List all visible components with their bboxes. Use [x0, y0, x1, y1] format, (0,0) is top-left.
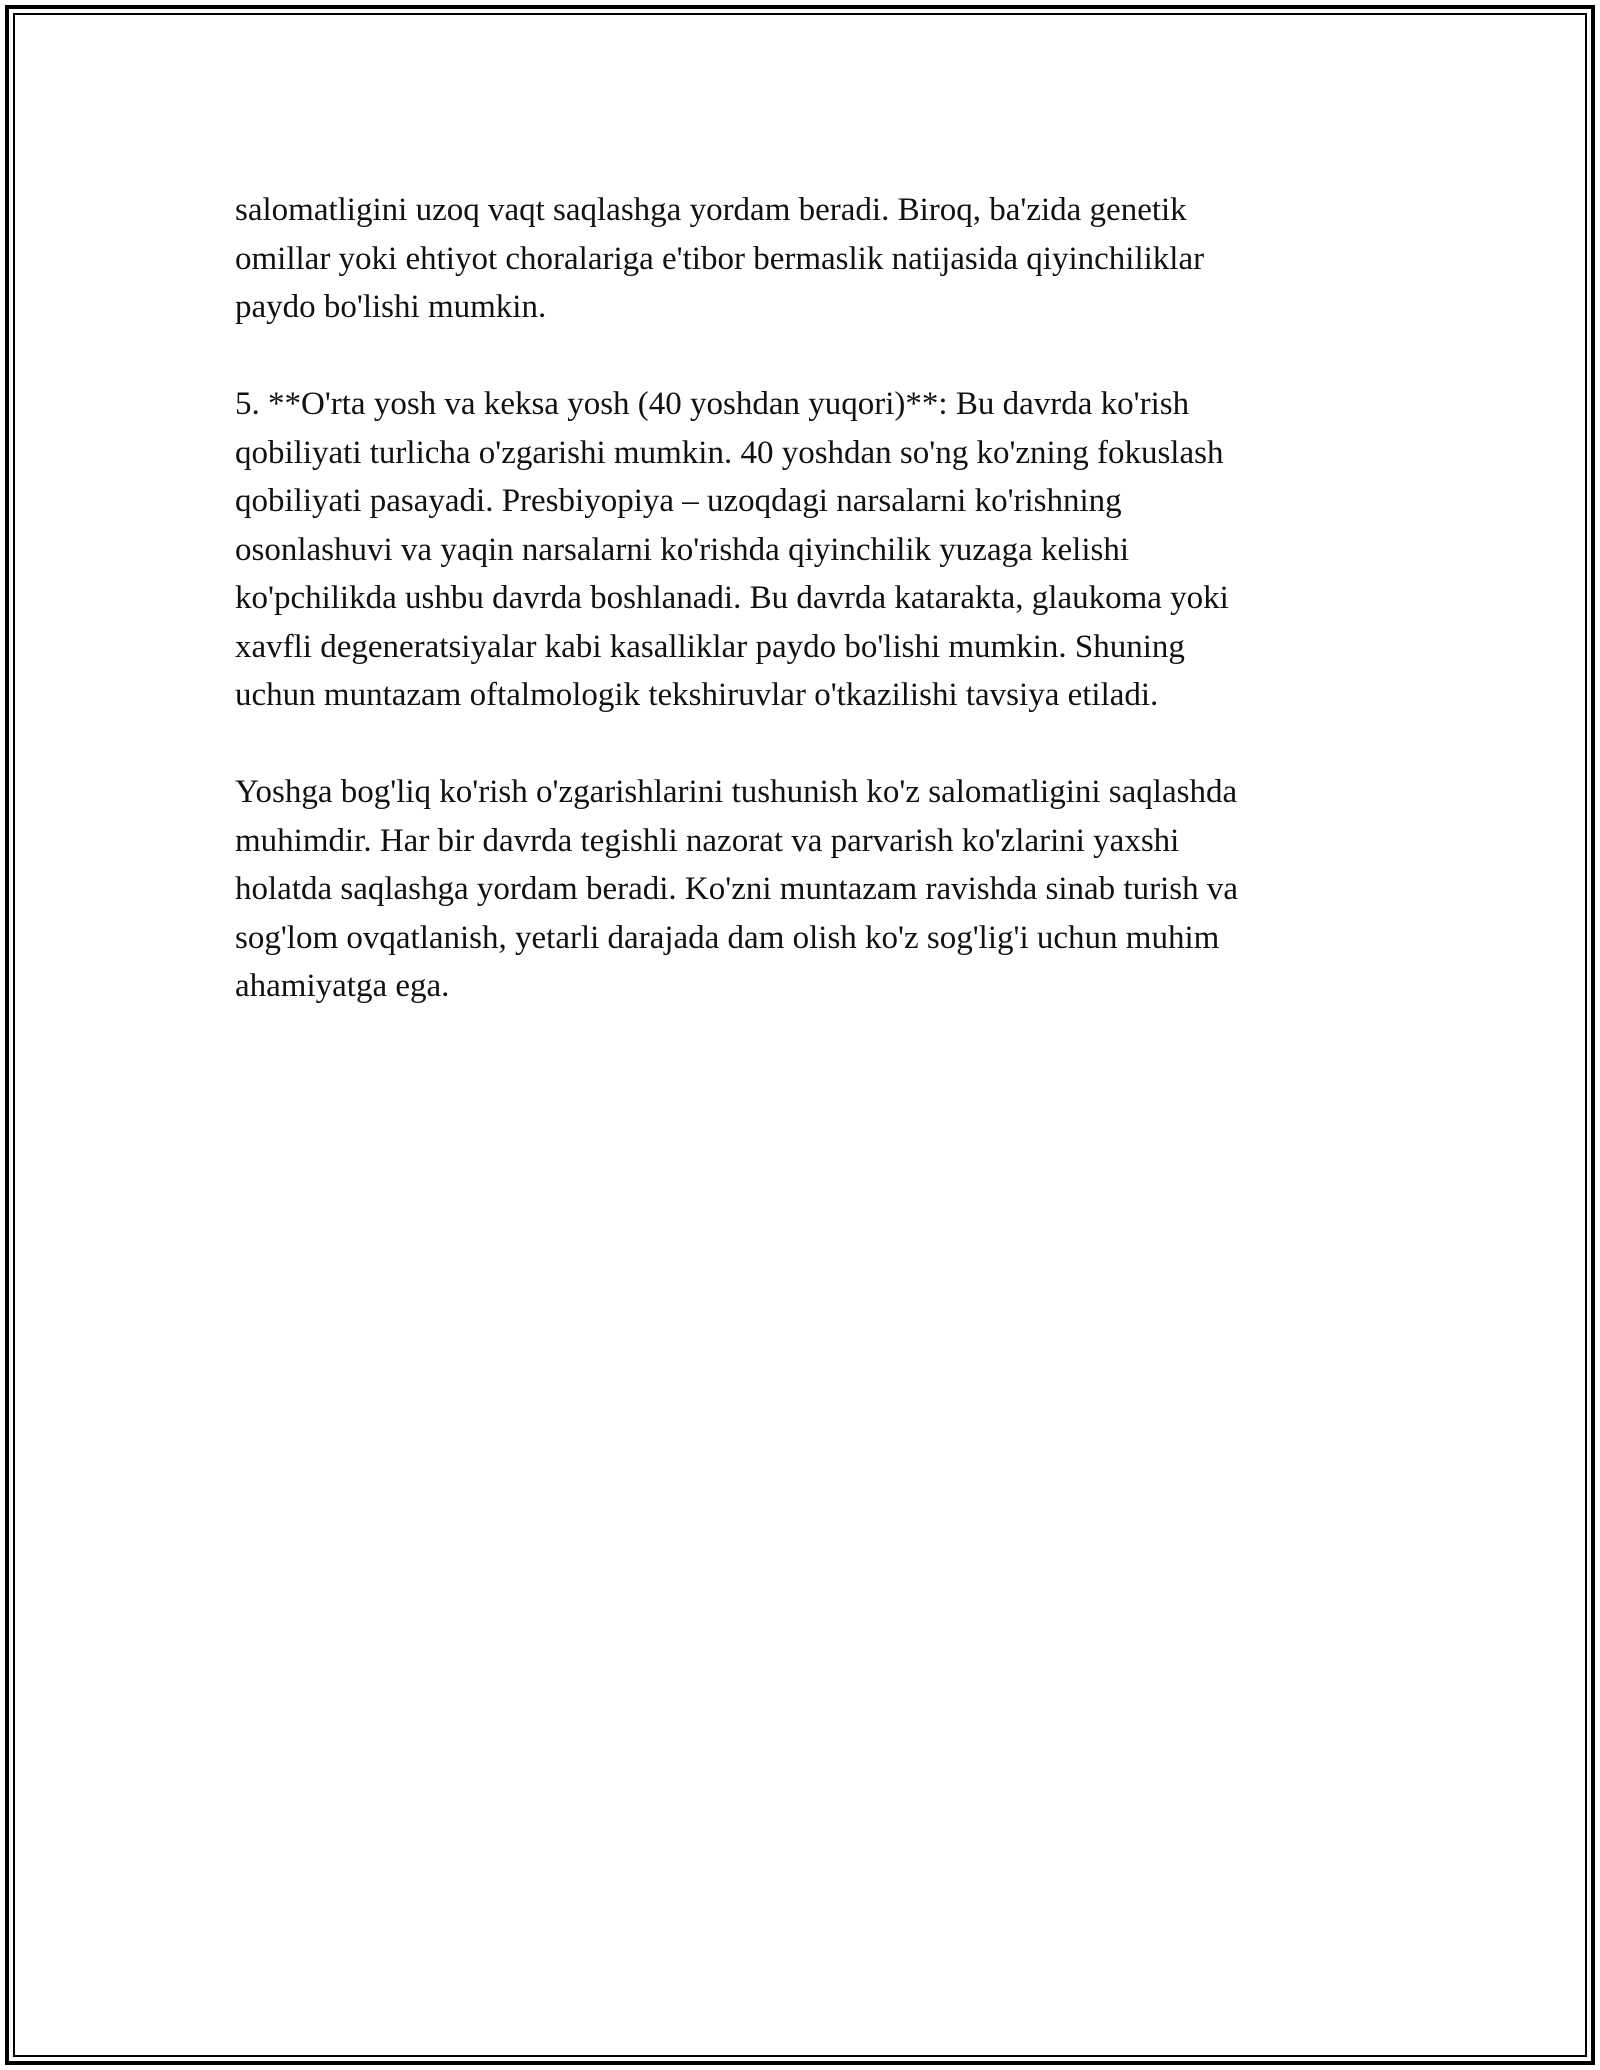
- text-line: holatda saqlashga yordam beradi. Ko'zni muntazam ravishda sinab turish va: [235, 871, 1238, 907]
- text-line: qobiliyati turlicha o'zgarishi mumkin. 40 yoshdan so'ng ko'zning fokuslash: [235, 434, 1224, 471]
- text-line: xavfli degeneratsiyalar kabi kasalliklar paydo bo'lishi mumkin. Shuning: [235, 628, 1185, 665]
- document-body: [235, 186, 1365, 1059]
- text-line: sog'lom ovqatlanish, yetarli darajada dam olish ko'z sog'lig'i uchun muhim: [235, 919, 1220, 956]
- paragraph-item-5: [235, 380, 1365, 720]
- paragraph-conclusion: [235, 768, 1365, 1011]
- text-line: ahamiyatga ega.: [235, 968, 450, 1004]
- paragraph-continuation: [235, 186, 1365, 332]
- text-line: omillar yoki ehtiyot choralariga e'tibor bermaslik natijasida qiyinchiliklar: [235, 240, 1205, 277]
- text-line: muhimdir. Har bir davrda tegishli nazorat va parvarish ko'zlarini yaxshi: [235, 822, 1180, 859]
- text-line: ko'pchilikda ushbu davrda boshlanadi. Bu davrda katarakta, glaukoma yoki: [235, 580, 1229, 616]
- text-line: salomatligini uzoq vaqt saqlashga yordam beradi. Biroq, ba'zida genetik: [235, 192, 1187, 228]
- text-line: 5. **O'rta yosh va keksa yosh (40 yoshdan yuqori)**: Bu davrda ko'rish: [235, 386, 1190, 422]
- text-line: qobiliyati pasayadi. Presbiyopiya – uzoqdagi narsalarni ko'rishning: [235, 483, 1122, 519]
- text-line: Yoshga bog'liq ko'rish o'zgarishlarini tushunish ko'z salomatligini saqlashda: [235, 774, 1238, 810]
- text-line: paydo bo'lishi mumkin.: [235, 289, 547, 325]
- text-line: uchun muntazam oftalmologik tekshiruvlar o'tkazilishi tavsiya etiladi.: [235, 677, 1159, 713]
- text-line: osonlashuvi va yaqin narsalarni ko'rishda qiyinchilik yuzaga kelishi: [235, 531, 1129, 568]
